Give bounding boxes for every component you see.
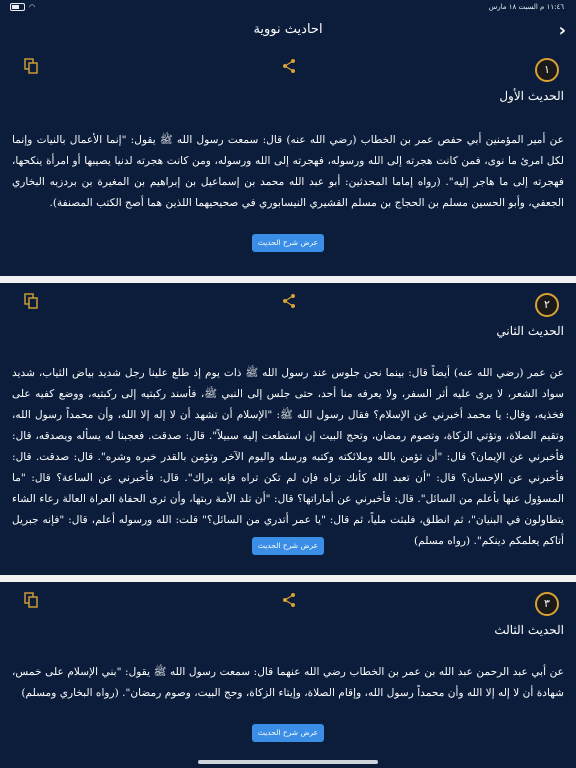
status-bar <box>0 0 576 14</box>
page-title: احاديث نووية <box>253 22 323 37</box>
hadith-title: الحديث الثالث <box>494 623 564 637</box>
hadith-number-badge: ٢ <box>535 293 559 317</box>
show-explanation-button[interactable]: عرض شرح الحديث <box>252 724 324 742</box>
share-icon[interactable] <box>282 293 296 309</box>
hadith-text: عن أمير المؤمنين أبي حفص عمر بن الخطاب (رضي الله عنه) قال: سمعت رسول الله ﷺ يقول: "إنما الأعمال بالنيات وإنما لكل امرئ ما نوى، فمن كانت هجرته إلى الله ورسوله، فهجرته إلى الله ورسوله، ومن كانت هجرته لدنيا يصيبها أو امرأة ينكحها، فهجرته إلى ما هاجر إليه". (رواه إماما المحدثين: أبو عبد الله محمد بن إسماعيل بن إبراهيم بن المغيرة بن بردزبه البخاري الجعفي، وأبو الحسين مسلم بن الحجاج بن مسلم القشيري النيسابوري في صحيحيهما اللذين هما أصح الكتب المصنفة). <box>12 134 564 209</box>
show-explanation-button[interactable]: عرض شرح الحديث <box>252 537 324 555</box>
card-divider <box>0 276 576 283</box>
copy-icon[interactable] <box>24 592 38 608</box>
show-explanation-button[interactable]: عرض شرح الحديث <box>252 234 324 252</box>
wifi-icon: ◠ <box>29 3 36 11</box>
hadith-card-3 <box>0 582 576 758</box>
card-divider <box>0 575 576 582</box>
battery-icon <box>10 3 25 11</box>
hadith-text: عن عمر (رضي الله عنه) أيضاً قال: بينما نحن جلوس عند رسول الله ﷺ ذات يوم إذ طلع علينا رجل شديد بياض الثياب، شديد سواد الشعر، لا يرى عليه أثر السفر، ولا يعرفه منا أحد، حتى جلس إلى النبي ﷺ، فأسند ركبتيه إلى ركبتيه، ووضع كفيه على فخذيه، وقال: يا محمد أخبرني عن الإسلام؟ فقال رسول الله ﷺ: "الإسلام أن تشهد أن لا إله إلا الله، وأن محمداً رسول الله، وتقيم الصلاة، وتؤتي الزكاة، وتصوم رمضان، وتحج البيت إن استطعت إليه سبيلاً". قال: صدقت. فعجبنا له يسأله ويصدقه، قال: فأخبرني عن الإيمان؟ قال: "أن تؤمن بالله وملائكته وكتبه ورسله واليوم الآخر وتؤمن بالقدر خيره وشره". قال: صدقت. قال: فأخبرني عن الإحسان؟ قال: "أن تعبد الله كأنك تراه فإن لم تكن تراه فإنه يراك". قال: فأخبرني عن الساعة؟ قال: "ما المسؤول عنها بأعلم من السائل". قال: فأخبرني عن أماراتها؟ قال: "أن تلد الأمة ربتها، وأن ترى الحفاة العراة العالة رعاء الشاء يتطاولون في البنيان"، ثم انطلق، فلبثت ملياً، ثم قال: "يا عمر أتدري من السائل؟" قلت: الله ورسوله أعلم، قال: "فإنه جبريل أتاكم يعلمكم دينكم". (رواه مسلم) <box>12 367 564 547</box>
nav-bar <box>0 14 576 48</box>
copy-icon[interactable] <box>24 293 38 309</box>
share-icon[interactable] <box>282 592 296 608</box>
hadith-number-badge: ١ <box>535 58 559 82</box>
share-icon[interactable] <box>282 58 296 74</box>
hadith-text: عن أبي عبد الرحمن عبد الله بن عمر بن الخطاب رضي الله عنهما قال: سمعت رسول الله ﷺ يقول: "بني الإسلام على خمس، شهادة أن لا إله إلا الله وأن محمداً رسول الله، وإقام الصلاة، وإيتاء الزكاة، وحج البيت، وصوم رمضان". (رواه البخاري ومسلم) <box>12 666 564 699</box>
copy-icon[interactable] <box>24 58 38 74</box>
hadith-title: الحديث الأول <box>499 89 564 103</box>
status-icons <box>10 3 35 11</box>
chevron-right-icon[interactable]: › <box>558 20 566 41</box>
hadith-number-badge: ٣ <box>535 592 559 616</box>
hadith-card-1 <box>0 48 576 276</box>
home-indicator[interactable] <box>198 760 378 764</box>
hadith-title: الحديث الثاني <box>496 324 564 338</box>
status-time-date: ١١:٤٦ م السبت ١٨ مارس <box>488 3 564 11</box>
hadith-card-2 <box>0 283 576 575</box>
